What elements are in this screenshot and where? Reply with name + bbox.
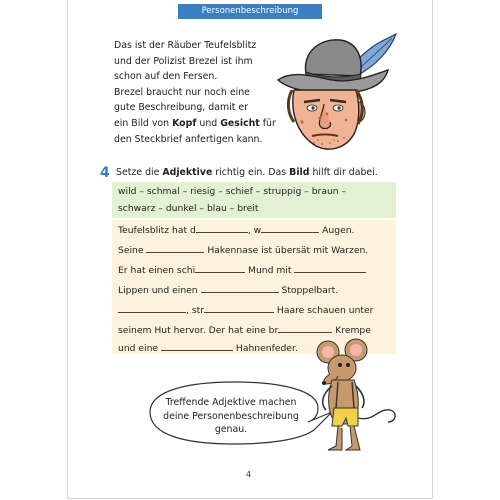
intro-line: Brezel braucht nur noch eine <box>114 86 250 98</box>
intro-text: für <box>259 117 276 129</box>
intro-text: ein Bild von <box>114 117 173 129</box>
cloze-line <box>118 244 368 256</box>
cloze-text: Stoppelbart. <box>278 285 339 296</box>
task-bold-adjektive: Adjektive <box>162 167 213 178</box>
task-text: hilft dir dabei. <box>309 167 378 178</box>
cloze-text: und eine <box>118 343 161 354</box>
mouse-illustration <box>312 338 402 458</box>
answer-blank[interactable] <box>118 304 186 313</box>
intro-line <box>114 116 292 132</box>
cloze-text: Er hat einen schi <box>118 265 196 276</box>
cloze-text: seinem Hut hervor. Der hat eine br <box>118 325 279 336</box>
task-bold-bild: Bild <box>289 167 310 178</box>
answer-blank[interactable] <box>278 324 332 333</box>
intro-text: und <box>196 117 221 129</box>
bubble-line: deine Personenbeschreibung <box>163 410 299 422</box>
cloze-text: Mund mit <box>245 265 295 276</box>
cloze-line <box>118 264 366 276</box>
section-header: Personenbeschreibung <box>178 4 322 19</box>
cloze-text: Hakennase ist übersät mit Warzen. <box>204 245 369 256</box>
cloze-line <box>118 324 371 336</box>
cloze-line <box>118 342 298 354</box>
cloze-text: Seine <box>118 245 147 256</box>
cloze-text: , w <box>247 225 262 236</box>
bubble-line: Treffende Adjektive machen <box>165 397 297 408</box>
intro-line: und der Polizist Brezel ist ihm <box>114 55 253 67</box>
answer-blank[interactable] <box>161 342 233 351</box>
intro-paragraph <box>114 38 292 147</box>
bubble-line: genau. <box>214 424 248 435</box>
speech-bubble-text <box>146 396 316 437</box>
word-bank-line: schwarz – dunkel – blau – breit <box>118 203 259 214</box>
answer-blank[interactable] <box>195 264 245 273</box>
cloze-text: Haare schauen unter <box>274 305 374 316</box>
page-number: 4 <box>246 470 252 479</box>
answer-blank[interactable] <box>201 284 279 293</box>
intro-line: Das ist der Räuber Teufelsblitz <box>114 40 257 51</box>
cloze-text: Krempe <box>332 325 371 336</box>
intro-line: schon auf den Fersen. <box>114 71 218 83</box>
answer-blank[interactable] <box>294 264 366 273</box>
cloze-text: Teufelsblitz hat d <box>118 225 196 236</box>
intro-line: gute Beschreibung, damit er <box>114 102 248 114</box>
cloze-line <box>118 284 338 296</box>
intro-bold-gesicht: Gesicht <box>220 117 260 129</box>
answer-blank[interactable] <box>204 304 274 313</box>
robber-illustration <box>272 30 400 155</box>
cloze-text: Lippen und einen <box>118 285 201 296</box>
intro-bold-kopf: Kopf <box>172 117 197 129</box>
answer-blank[interactable] <box>196 224 248 233</box>
task-instruction <box>116 167 378 178</box>
answer-blank[interactable] <box>261 224 319 233</box>
cloze-line <box>118 224 354 236</box>
answer-blank[interactable] <box>146 244 204 253</box>
cloze-text: , str <box>186 305 205 316</box>
task-text: Setze die <box>116 167 163 178</box>
cloze-text: Hahnenfeder. <box>233 343 298 354</box>
cloze-line <box>118 304 373 316</box>
cloze-text: Augen. <box>319 225 355 236</box>
task-text: richtig ein. Das <box>212 167 290 178</box>
task-number: 4 <box>100 165 110 181</box>
word-bank-line: wild – schmal – riesig – schief – struppig – braun – <box>118 186 347 197</box>
intro-line: den Steckbrief anfertigen kann. <box>114 133 263 145</box>
